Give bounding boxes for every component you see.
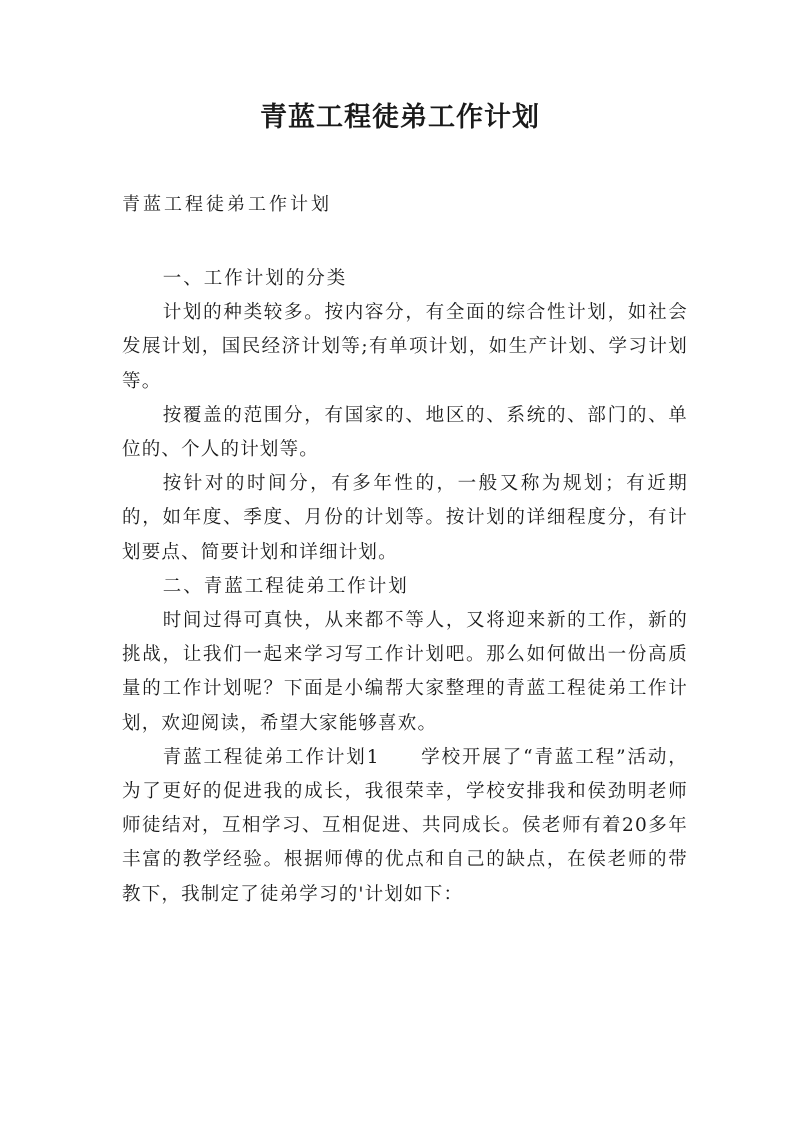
document-title: 青蓝工程徒弟工作计划 [260, 102, 540, 133]
document-body [122, 262, 688, 912]
document-subtitle: 青蓝工程徒弟工作计划 [122, 194, 332, 215]
paragraph-time: 按针对的时间分，有多年性的，一般又称为规划；有近期的，如年度、季度、月份的计划等。按计划的详细程度分，有计划要点、简要计划和详细计划。 [122, 473, 688, 563]
section-heading-1: 一、工作计划的分类 [162, 268, 348, 289]
section-heading-2: 二、青蓝工程徒弟工作计划 [162, 575, 409, 597]
paragraph-coverage: 按覆盖的范围分，有国家的、地区的、系统的、部门的、单位的、个人的计划等。 [122, 404, 688, 461]
paragraph-intro: 时间过得可真快，从来都不等人，又将迎来新的工作，新的挑战，让我们一起来学习写工作计划吧。那么如何做出一份高质量的工作计划呢？下面是小编帮大家整理的青蓝工程徒弟工作计划，欢迎阅读，希望大家能够喜欢。 [122, 610, 688, 734]
paragraph-plan-1: 青蓝工程徒弟工作计划1 学校开展了“青蓝工程”活动，为了更好的促进我的成长，我很荣幸，学校安排我和侯劲明老师师徒结对，互相学习、互相促进、共同成长。侯老师有着20多年丰富的教学经验。根据师傅的优点和自己的缺点，在侯老师的带教下，我制定了徒弟学习的'计划如下： [122, 746, 688, 905]
paragraph-content-type: 计划的种类较多。按内容分，有全面的综合性计划，如社会发展计划，国民经济计划等;有单项计划，如生产计划、学习计划等。 [122, 302, 688, 392]
